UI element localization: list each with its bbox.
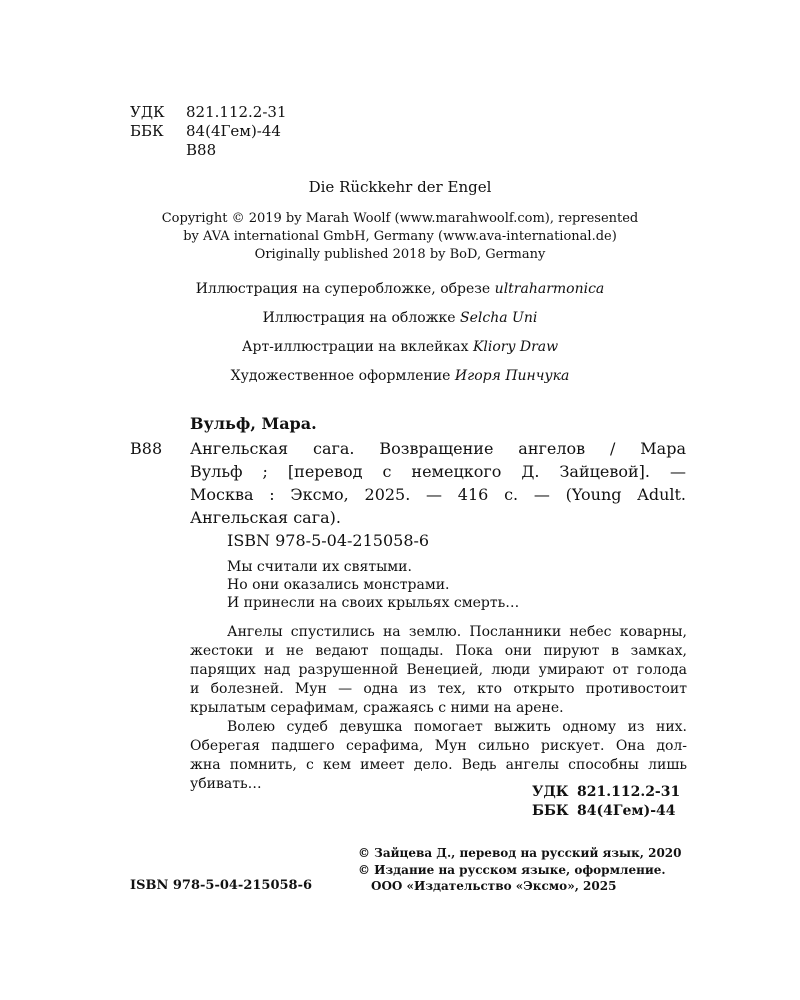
copyright-line-1: Copyright © 2019 by Marah Woolf (www.marahwoolf.com), represented	[161, 211, 639, 226]
bbk-value: 84(4Гем)-44	[186, 122, 281, 140]
catalog-isbn: ISBN 978-5-04-215058-6	[227, 531, 430, 550]
bbk-label: ББК	[532, 803, 569, 819]
credit-design	[0, 368, 800, 384]
catalog-line-2: Вульф ; [перевод с немецкого Д. Зайцевой]. —	[190, 462, 686, 481]
credit-artist: ultraharmonica	[494, 281, 605, 297]
annotation-line-1: Ангелы спустились на землю. Посланники небес коварны,	[227, 624, 687, 640]
credit-label: Арт-иллюстрации на вклейках	[241, 339, 473, 355]
annotation-line-6: Волею судеб девушка помогает выжить одному из них.	[227, 719, 687, 735]
rights-line-1: © Зайцева Д., перевод на русский язык, 2020	[358, 846, 682, 860]
bbk-line-top	[130, 122, 281, 140]
credit-label: Иллюстрация на обложке	[262, 310, 461, 326]
credit-cover-jacket	[0, 281, 800, 297]
catalog-line-1: Ангельская сага. Возвращение ангелов / Мара	[190, 439, 686, 458]
annotation-line-9: убивать…	[190, 776, 262, 792]
epigraph-line-2: Но они оказались монстрами.	[227, 577, 450, 593]
copyright-line-2: by AVA international GmbH, Germany (www.ava-international.de)	[183, 229, 617, 244]
catalog-author-heading: Вульф, Мара.	[190, 414, 317, 433]
credit-label: Художественное оформление	[230, 368, 455, 384]
bbk-value: 84(4Гем)-44	[577, 803, 676, 819]
copyright-line-3: Originally published 2018 by BoD, Germany	[254, 247, 546, 262]
epigraph-line-3: И принесли на своих крыльях смерть…	[227, 595, 520, 611]
annotation-line-4: и болезней. Мун — одна из тех, кто открыто противостоит	[190, 681, 687, 697]
footer-isbn: ISBN 978-5-04-215058-6	[130, 878, 313, 893]
author-mark-top: В88	[186, 141, 217, 159]
udk-label: УДК	[532, 784, 569, 800]
credit-artist: Игоря Пинчука	[454, 368, 570, 384]
annotation-line-3: парящих над разрушенной Венецией, люди умирают от голода	[190, 662, 687, 678]
udk-value: 821.112.2-31	[186, 103, 287, 121]
credit-artist: Kliory Draw	[472, 339, 559, 355]
annotation-line-2: жестоки и не ведают пощады. Пока они пируют в замках,	[190, 643, 687, 659]
original-title: Die Rückkehr der Engel	[308, 178, 492, 196]
rights-line-3: ООО «Издательство «Эксмо», 2025	[371, 879, 617, 893]
udk-label: УДК	[130, 103, 165, 121]
bbk-line-bottom	[532, 803, 676, 819]
annotation-line-8: жна помнить, с кем имеет дело. Ведь ангелы способны лишь	[190, 757, 687, 773]
annotation-line-5: крылатым серафимам, сражаясь с ними на арене.	[190, 700, 564, 716]
annotation-line-7: Оберегая падшего серафима, Мун сильно рискует. Она дол-	[190, 738, 687, 754]
udk-line-top	[130, 103, 287, 121]
catalog-mark: В88	[130, 439, 163, 458]
bbk-label: ББК	[130, 122, 164, 140]
credit-label: Иллюстрация на суперобложке, обрезе	[195, 281, 495, 297]
credit-inserts	[0, 339, 800, 355]
rights-line-2: © Издание на русском языке, оформление.	[358, 863, 666, 877]
udk-value: 821.112.2-31	[577, 784, 681, 800]
catalog-line-3: Москва : Эксмо, 2025. — 416 с. — (Young Adult.	[190, 485, 686, 504]
credit-artist: Selcha Uni	[460, 310, 538, 326]
credit-cover	[0, 310, 800, 326]
epigraph-line-1: Мы считали их святыми.	[227, 559, 412, 575]
catalog-line-4: Ангельская сага).	[190, 508, 341, 527]
udk-line-bottom	[532, 784, 680, 800]
